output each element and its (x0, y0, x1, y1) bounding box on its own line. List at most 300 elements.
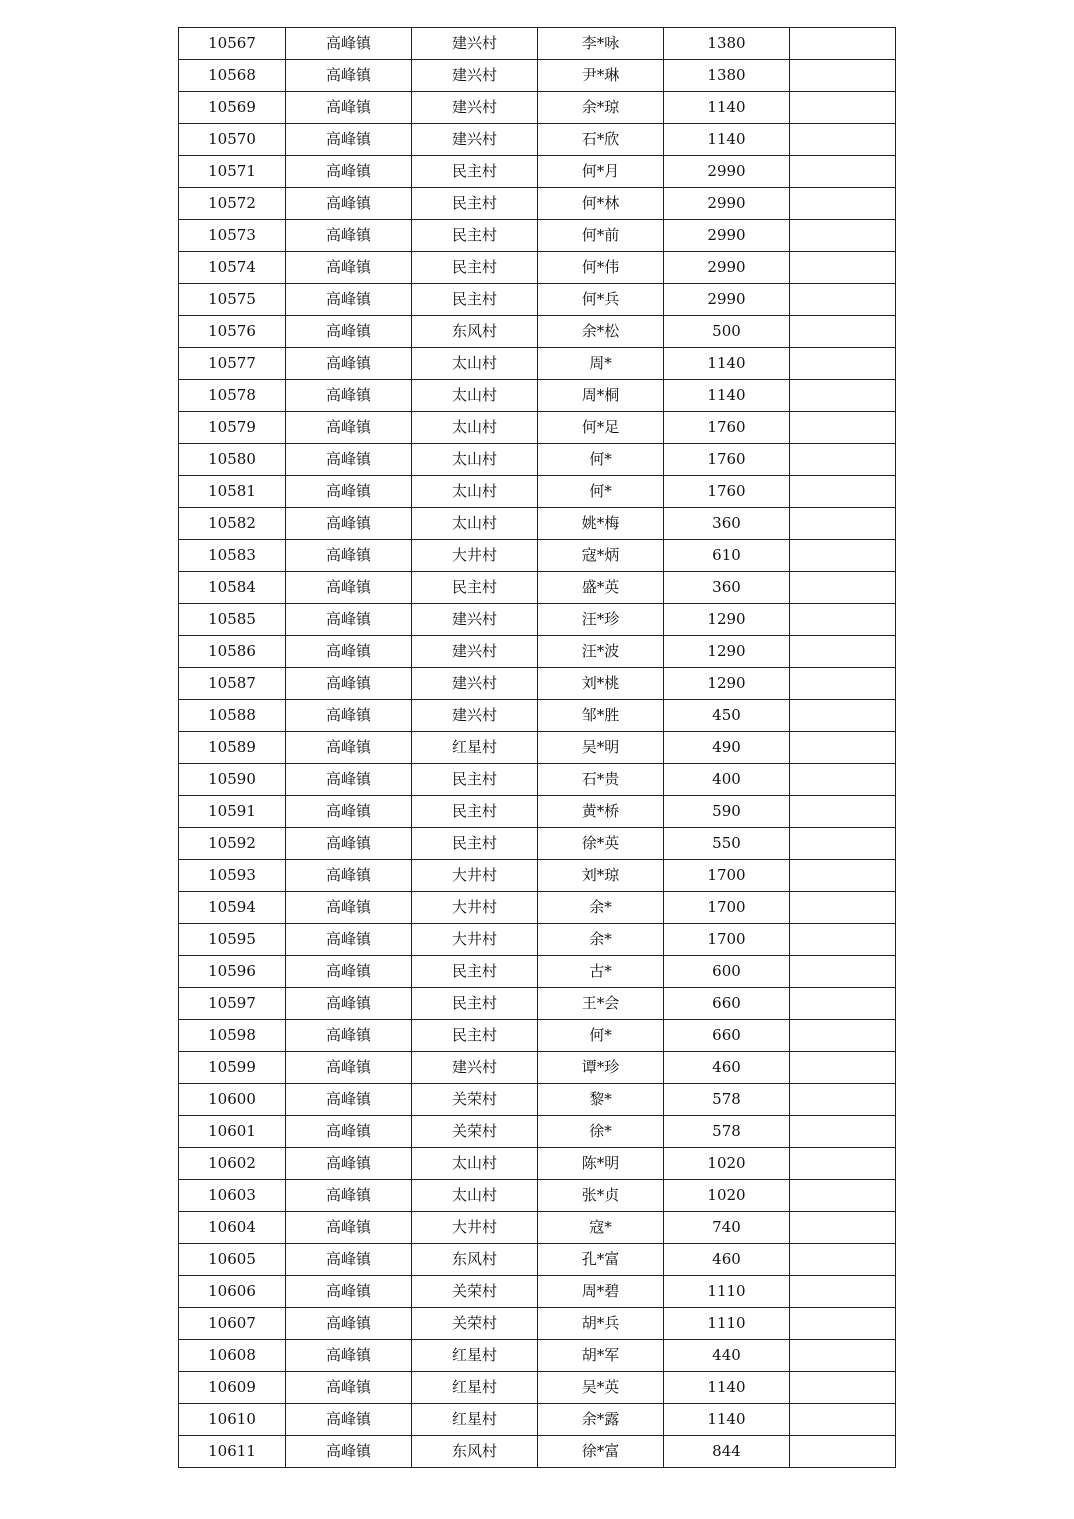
name-cell: 余*琼 (538, 92, 664, 124)
serial-number-cell: 10575 (179, 284, 286, 316)
table-row (179, 700, 896, 732)
serial-number-cell: 10589 (179, 732, 286, 764)
table-row (179, 1308, 896, 1340)
village-cell: 红星村 (412, 1372, 538, 1404)
town-cell: 高峰镇 (286, 348, 412, 380)
amount-cell: 590 (664, 796, 790, 828)
name-cell: 何*足 (538, 412, 664, 444)
name-cell: 刘*桃 (538, 668, 664, 700)
amount-cell: 440 (664, 1340, 790, 1372)
table-row (179, 92, 896, 124)
serial-number-cell: 10600 (179, 1084, 286, 1116)
amount-cell: 360 (664, 572, 790, 604)
table-row (179, 732, 896, 764)
table-row (179, 1148, 896, 1180)
amount-cell: 450 (664, 700, 790, 732)
serial-number-cell: 10568 (179, 60, 286, 92)
note-cell (790, 1276, 896, 1308)
table-row (179, 1276, 896, 1308)
name-cell: 胡*兵 (538, 1308, 664, 1340)
town-cell: 高峰镇 (286, 1276, 412, 1308)
amount-cell: 2990 (664, 188, 790, 220)
note-cell (790, 188, 896, 220)
village-cell: 红星村 (412, 1340, 538, 1372)
table-row (179, 604, 896, 636)
town-cell: 高峰镇 (286, 92, 412, 124)
table-row (179, 1052, 896, 1084)
name-cell: 吴*英 (538, 1372, 664, 1404)
village-cell: 太山村 (412, 508, 538, 540)
table-row (179, 156, 896, 188)
note-cell (790, 156, 896, 188)
serial-number-cell: 10598 (179, 1020, 286, 1052)
amount-cell: 1140 (664, 380, 790, 412)
table-row (179, 220, 896, 252)
name-cell: 徐*英 (538, 828, 664, 860)
town-cell: 高峰镇 (286, 1116, 412, 1148)
amount-cell: 500 (664, 316, 790, 348)
amount-cell: 1700 (664, 924, 790, 956)
serial-number-cell: 10611 (179, 1436, 286, 1468)
village-cell: 东风村 (412, 316, 538, 348)
table-row (179, 1212, 896, 1244)
note-cell (790, 124, 896, 156)
name-cell: 徐* (538, 1116, 664, 1148)
amount-cell: 460 (664, 1052, 790, 1084)
town-cell: 高峰镇 (286, 188, 412, 220)
town-cell: 高峰镇 (286, 380, 412, 412)
serial-number-cell: 10585 (179, 604, 286, 636)
village-cell: 民主村 (412, 156, 538, 188)
village-cell: 建兴村 (412, 700, 538, 732)
name-cell: 余*露 (538, 1404, 664, 1436)
roster-table-body (179, 28, 896, 1468)
amount-cell: 490 (664, 732, 790, 764)
amount-cell: 1760 (664, 444, 790, 476)
table-row (179, 1116, 896, 1148)
amount-cell: 2990 (664, 156, 790, 188)
serial-number-cell: 10587 (179, 668, 286, 700)
amount-cell: 1290 (664, 668, 790, 700)
village-cell: 民主村 (412, 796, 538, 828)
note-cell (790, 1180, 896, 1212)
town-cell: 高峰镇 (286, 284, 412, 316)
amount-cell: 460 (664, 1244, 790, 1276)
village-cell: 建兴村 (412, 60, 538, 92)
note-cell (790, 572, 896, 604)
serial-number-cell: 10569 (179, 92, 286, 124)
serial-number-cell: 10596 (179, 956, 286, 988)
note-cell (790, 348, 896, 380)
village-cell: 民主村 (412, 956, 538, 988)
name-cell: 寇* (538, 1212, 664, 1244)
note-cell (790, 1244, 896, 1276)
village-cell: 关荣村 (412, 1116, 538, 1148)
note-cell (790, 668, 896, 700)
town-cell: 高峰镇 (286, 1212, 412, 1244)
amount-cell: 1700 (664, 860, 790, 892)
name-cell: 张*贞 (538, 1180, 664, 1212)
amount-cell: 660 (664, 1020, 790, 1052)
village-cell: 大井村 (412, 540, 538, 572)
table-row (179, 1340, 896, 1372)
amount-cell: 740 (664, 1212, 790, 1244)
amount-cell: 578 (664, 1084, 790, 1116)
name-cell: 尹*琳 (538, 60, 664, 92)
note-cell (790, 700, 896, 732)
village-cell: 太山村 (412, 348, 538, 380)
town-cell: 高峰镇 (286, 476, 412, 508)
amount-cell: 1140 (664, 92, 790, 124)
note-cell (790, 828, 896, 860)
town-cell: 高峰镇 (286, 252, 412, 284)
table-row (179, 1436, 896, 1468)
serial-number-cell: 10595 (179, 924, 286, 956)
name-cell: 余* (538, 924, 664, 956)
name-cell: 汪*珍 (538, 604, 664, 636)
amount-cell: 1760 (664, 476, 790, 508)
serial-number-cell: 10607 (179, 1308, 286, 1340)
amount-cell: 1380 (664, 60, 790, 92)
serial-number-cell: 10591 (179, 796, 286, 828)
town-cell: 高峰镇 (286, 540, 412, 572)
note-cell (790, 604, 896, 636)
table-row (179, 1180, 896, 1212)
village-cell: 民主村 (412, 284, 538, 316)
name-cell: 姚*梅 (538, 508, 664, 540)
name-cell: 孔*富 (538, 1244, 664, 1276)
town-cell: 高峰镇 (286, 1180, 412, 1212)
table-row (179, 1020, 896, 1052)
town-cell: 高峰镇 (286, 60, 412, 92)
serial-number-cell: 10602 (179, 1148, 286, 1180)
name-cell: 王*会 (538, 988, 664, 1020)
serial-number-cell: 10567 (179, 28, 286, 60)
serial-number-cell: 10573 (179, 220, 286, 252)
table-row (179, 444, 896, 476)
town-cell: 高峰镇 (286, 796, 412, 828)
note-cell (790, 252, 896, 284)
table-row (179, 924, 896, 956)
name-cell: 石*贵 (538, 764, 664, 796)
town-cell: 高峰镇 (286, 412, 412, 444)
village-cell: 建兴村 (412, 604, 538, 636)
table-row (179, 860, 896, 892)
serial-number-cell: 10592 (179, 828, 286, 860)
name-cell: 徐*富 (538, 1436, 664, 1468)
note-cell (790, 284, 896, 316)
village-cell: 太山村 (412, 1180, 538, 1212)
town-cell: 高峰镇 (286, 924, 412, 956)
village-cell: 太山村 (412, 1148, 538, 1180)
village-cell: 太山村 (412, 476, 538, 508)
village-cell: 民主村 (412, 828, 538, 860)
name-cell: 何*伟 (538, 252, 664, 284)
amount-cell: 360 (664, 508, 790, 540)
name-cell: 刘*琼 (538, 860, 664, 892)
town-cell: 高峰镇 (286, 1148, 412, 1180)
note-cell (790, 732, 896, 764)
note-cell (790, 1020, 896, 1052)
name-cell: 汪*波 (538, 636, 664, 668)
name-cell: 邹*胜 (538, 700, 664, 732)
town-cell: 高峰镇 (286, 892, 412, 924)
town-cell: 高峰镇 (286, 1084, 412, 1116)
note-cell (790, 1116, 896, 1148)
village-cell: 大井村 (412, 1212, 538, 1244)
note-cell (790, 988, 896, 1020)
serial-number-cell: 10606 (179, 1276, 286, 1308)
town-cell: 高峰镇 (286, 764, 412, 796)
serial-number-cell: 10571 (179, 156, 286, 188)
village-cell: 民主村 (412, 572, 538, 604)
note-cell (790, 540, 896, 572)
amount-cell: 2990 (664, 220, 790, 252)
village-cell: 关荣村 (412, 1308, 538, 1340)
town-cell: 高峰镇 (286, 860, 412, 892)
town-cell: 高峰镇 (286, 1244, 412, 1276)
table-row (179, 316, 896, 348)
town-cell: 高峰镇 (286, 604, 412, 636)
name-cell: 何* (538, 476, 664, 508)
note-cell (790, 1372, 896, 1404)
name-cell: 周* (538, 348, 664, 380)
amount-cell: 1110 (664, 1308, 790, 1340)
note-cell (790, 924, 896, 956)
name-cell: 黎* (538, 1084, 664, 1116)
name-cell: 陈*明 (538, 1148, 664, 1180)
serial-number-cell: 10603 (179, 1180, 286, 1212)
note-cell (790, 1084, 896, 1116)
village-cell: 太山村 (412, 444, 538, 476)
serial-number-cell: 10581 (179, 476, 286, 508)
serial-number-cell: 10605 (179, 1244, 286, 1276)
village-cell: 建兴村 (412, 28, 538, 60)
serial-number-cell: 10594 (179, 892, 286, 924)
town-cell: 高峰镇 (286, 1052, 412, 1084)
amount-cell: 1700 (664, 892, 790, 924)
amount-cell: 844 (664, 1436, 790, 1468)
note-cell (790, 60, 896, 92)
amount-cell: 1110 (664, 1276, 790, 1308)
note-cell (790, 1436, 896, 1468)
table-row (179, 572, 896, 604)
table-row (179, 796, 896, 828)
town-cell: 高峰镇 (286, 1404, 412, 1436)
town-cell: 高峰镇 (286, 1340, 412, 1372)
name-cell: 何*林 (538, 188, 664, 220)
note-cell (790, 892, 896, 924)
roster-table (178, 27, 896, 1468)
note-cell (790, 316, 896, 348)
amount-cell: 1020 (664, 1180, 790, 1212)
village-cell: 东风村 (412, 1436, 538, 1468)
table-row (179, 124, 896, 156)
town-cell: 高峰镇 (286, 732, 412, 764)
note-cell (790, 380, 896, 412)
table-row (179, 60, 896, 92)
village-cell: 太山村 (412, 380, 538, 412)
town-cell: 高峰镇 (286, 956, 412, 988)
amount-cell: 400 (664, 764, 790, 796)
village-cell: 民主村 (412, 188, 538, 220)
amount-cell: 2990 (664, 252, 790, 284)
amount-cell: 1140 (664, 1404, 790, 1436)
amount-cell: 550 (664, 828, 790, 860)
serial-number-cell: 10609 (179, 1372, 286, 1404)
serial-number-cell: 10597 (179, 988, 286, 1020)
town-cell: 高峰镇 (286, 1308, 412, 1340)
town-cell: 高峰镇 (286, 316, 412, 348)
serial-number-cell: 10601 (179, 1116, 286, 1148)
note-cell (790, 860, 896, 892)
table-row (179, 28, 896, 60)
table-row (179, 284, 896, 316)
note-cell (790, 1404, 896, 1436)
name-cell: 黄*桥 (538, 796, 664, 828)
serial-number-cell: 10572 (179, 188, 286, 220)
name-cell: 谭*珍 (538, 1052, 664, 1084)
name-cell: 何* (538, 444, 664, 476)
table-row (179, 988, 896, 1020)
village-cell: 大井村 (412, 860, 538, 892)
village-cell: 红星村 (412, 732, 538, 764)
name-cell: 寇*炳 (538, 540, 664, 572)
name-cell: 何*兵 (538, 284, 664, 316)
name-cell: 何*月 (538, 156, 664, 188)
note-cell (790, 444, 896, 476)
amount-cell: 1140 (664, 348, 790, 380)
serial-number-cell: 10579 (179, 412, 286, 444)
serial-number-cell: 10570 (179, 124, 286, 156)
table-row (179, 892, 896, 924)
village-cell: 大井村 (412, 892, 538, 924)
note-cell (790, 764, 896, 796)
amount-cell: 610 (664, 540, 790, 572)
name-cell: 何* (538, 1020, 664, 1052)
village-cell: 关荣村 (412, 1084, 538, 1116)
town-cell: 高峰镇 (286, 636, 412, 668)
note-cell (790, 476, 896, 508)
table-row (179, 1372, 896, 1404)
amount-cell: 1020 (664, 1148, 790, 1180)
amount-cell: 1140 (664, 124, 790, 156)
table-row (179, 1244, 896, 1276)
town-cell: 高峰镇 (286, 444, 412, 476)
name-cell: 周*碧 (538, 1276, 664, 1308)
table-row (179, 956, 896, 988)
village-cell: 太山村 (412, 412, 538, 444)
name-cell: 盛*英 (538, 572, 664, 604)
note-cell (790, 412, 896, 444)
note-cell (790, 956, 896, 988)
note-cell (790, 1212, 896, 1244)
table-row (179, 764, 896, 796)
village-cell: 民主村 (412, 988, 538, 1020)
name-cell: 胡*军 (538, 1340, 664, 1372)
amount-cell: 1140 (664, 1372, 790, 1404)
serial-number-cell: 10608 (179, 1340, 286, 1372)
note-cell (790, 1340, 896, 1372)
amount-cell: 1380 (664, 28, 790, 60)
serial-number-cell: 10578 (179, 380, 286, 412)
amount-cell: 2990 (664, 284, 790, 316)
town-cell: 高峰镇 (286, 828, 412, 860)
village-cell: 大井村 (412, 924, 538, 956)
table-row (179, 668, 896, 700)
note-cell (790, 220, 896, 252)
name-cell: 周*桐 (538, 380, 664, 412)
table-row (179, 1404, 896, 1436)
village-cell: 建兴村 (412, 668, 538, 700)
amount-cell: 578 (664, 1116, 790, 1148)
amount-cell: 1760 (664, 412, 790, 444)
town-cell: 高峰镇 (286, 28, 412, 60)
village-cell: 民主村 (412, 252, 538, 284)
note-cell (790, 28, 896, 60)
table-row (179, 476, 896, 508)
note-cell (790, 508, 896, 540)
town-cell: 高峰镇 (286, 1020, 412, 1052)
serial-number-cell: 10590 (179, 764, 286, 796)
town-cell: 高峰镇 (286, 1436, 412, 1468)
village-cell: 民主村 (412, 1020, 538, 1052)
serial-number-cell: 10577 (179, 348, 286, 380)
serial-number-cell: 10580 (179, 444, 286, 476)
name-cell: 石*欣 (538, 124, 664, 156)
table-row (179, 1084, 896, 1116)
village-cell: 民主村 (412, 764, 538, 796)
serial-number-cell: 10586 (179, 636, 286, 668)
name-cell: 古* (538, 956, 664, 988)
town-cell: 高峰镇 (286, 508, 412, 540)
table-row (179, 828, 896, 860)
town-cell: 高峰镇 (286, 700, 412, 732)
town-cell: 高峰镇 (286, 156, 412, 188)
note-cell (790, 1052, 896, 1084)
serial-number-cell: 10599 (179, 1052, 286, 1084)
serial-number-cell: 10588 (179, 700, 286, 732)
table-row (179, 348, 896, 380)
village-cell: 红星村 (412, 1404, 538, 1436)
village-cell: 关荣村 (412, 1276, 538, 1308)
village-cell: 建兴村 (412, 124, 538, 156)
town-cell: 高峰镇 (286, 988, 412, 1020)
table-row (179, 540, 896, 572)
name-cell: 余*松 (538, 316, 664, 348)
name-cell: 余* (538, 892, 664, 924)
serial-number-cell: 10582 (179, 508, 286, 540)
serial-number-cell: 10583 (179, 540, 286, 572)
village-cell: 民主村 (412, 220, 538, 252)
town-cell: 高峰镇 (286, 124, 412, 156)
town-cell: 高峰镇 (286, 572, 412, 604)
table-row (179, 380, 896, 412)
town-cell: 高峰镇 (286, 220, 412, 252)
name-cell: 吴*明 (538, 732, 664, 764)
town-cell: 高峰镇 (286, 1372, 412, 1404)
table-row (179, 188, 896, 220)
amount-cell: 1290 (664, 604, 790, 636)
village-cell: 建兴村 (412, 1052, 538, 1084)
town-cell: 高峰镇 (286, 668, 412, 700)
note-cell (790, 1308, 896, 1340)
note-cell (790, 636, 896, 668)
serial-number-cell: 10593 (179, 860, 286, 892)
village-cell: 建兴村 (412, 92, 538, 124)
serial-number-cell: 10584 (179, 572, 286, 604)
village-cell: 东风村 (412, 1244, 538, 1276)
